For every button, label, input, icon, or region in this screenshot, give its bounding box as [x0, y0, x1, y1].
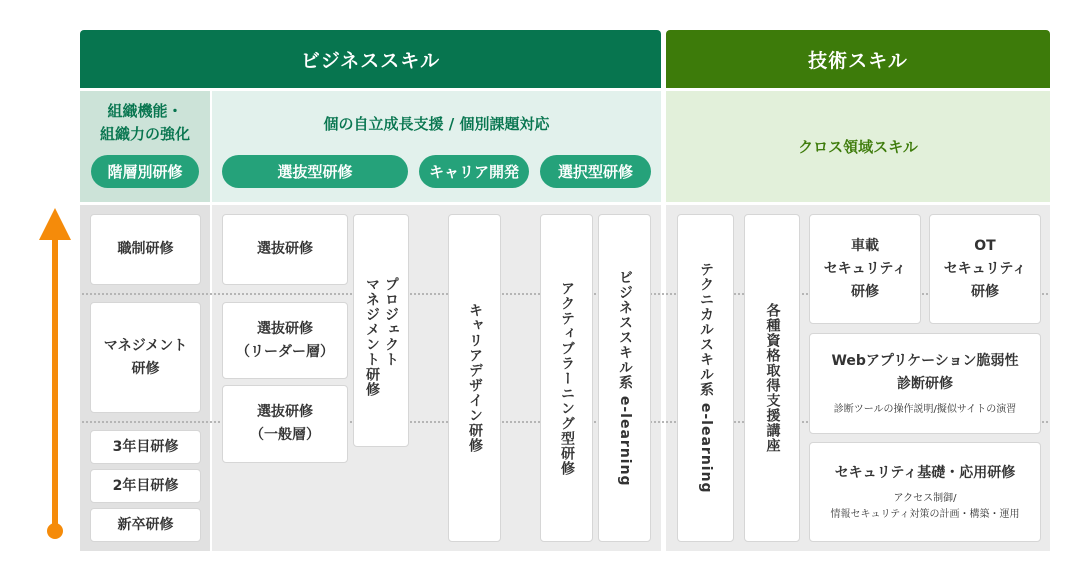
web-vulnerability-detail: 診断ツールの操作説明/擬似サイトの演習 [833, 403, 1017, 415]
vehicle-security-line3: 研修 [851, 283, 879, 300]
business-elearning-card [598, 214, 651, 542]
selection-training-label: 選抜研修 [257, 241, 313, 257]
active-learning-label: アクティブラーニング型研修 [559, 280, 575, 476]
technical-elearning-card [677, 214, 734, 542]
ot-security-line2: セキュリティ [943, 260, 1027, 277]
year3-training-label: 3年目研修 [112, 438, 179, 455]
project-management-line2: マネジメント研修 [364, 277, 380, 397]
project-management-line1: プロジェクト [383, 277, 399, 367]
title-training-card [90, 214, 201, 285]
web-vulnerability-line2: 診断研修 [897, 375, 953, 392]
year3-training-card [90, 430, 201, 464]
project-management-card [353, 214, 409, 447]
new-hire-training-label: 新卒研修 [117, 516, 174, 533]
technical-skills-header [666, 30, 1050, 88]
security-basics-card [809, 442, 1041, 542]
org-strength-line1: 組織機能・ [107, 102, 183, 120]
selection-general-line1: 選抜研修 [257, 404, 313, 420]
career-development-pill: キャリア開発 [419, 155, 529, 188]
vehicle-security-line1: 車載 [851, 237, 879, 254]
vehicle-security-card [809, 214, 921, 324]
vehicle-security-line2: セキュリティ [823, 260, 907, 277]
security-basics-detail2: 情報セキュリティ対策の計画・構築・運用 [830, 508, 1020, 520]
web-vulnerability-line1: Webアプリケーション脆弱性 [831, 352, 1019, 369]
technical-elearning-label: テクニカルスキル系 e-learning [698, 262, 714, 494]
management-training-line2: 研修 [131, 360, 160, 377]
selection-general-card [222, 385, 348, 463]
selection-general-line2: （一般層） [250, 427, 320, 443]
hierarchy-training-pill: 階層別研修 [91, 155, 199, 188]
ot-security-card [929, 214, 1041, 324]
cross-domain-section [666, 91, 1050, 202]
selection-leader-line2: （リーダー層） [236, 343, 334, 360]
management-training-card [90, 302, 201, 413]
year2-training-card [90, 469, 201, 503]
web-vulnerability-card [809, 333, 1041, 434]
title-training-label: 職制研修 [117, 241, 174, 257]
year2-training-label: 2年目研修 [112, 477, 179, 494]
business-skills-title: ビジネススキル [300, 49, 441, 72]
technical-skills-title: 技術スキル [808, 49, 908, 72]
business-skills-header [80, 30, 661, 88]
cross-domain-title: クロス領域スキル [798, 138, 918, 156]
selection-leader-line1: 選抜研修 [257, 320, 313, 337]
career-design-label: キャリアデザイン研修 [467, 303, 483, 453]
management-training-line1: マネジメント [103, 337, 188, 354]
individual-growth-title: 個の自立成長支援 / 個別課題対応 [323, 115, 550, 133]
security-basics-title: セキュリティ基礎・応用研修 [834, 464, 1016, 481]
security-basics-detail1: アクセス制御/ [893, 492, 957, 504]
selection-training-card [222, 214, 348, 285]
new-hire-training-card [90, 508, 201, 542]
ot-security-line1: OT [974, 237, 996, 254]
org-strength-line2: 組織力の強化 [99, 125, 190, 143]
certification-support-label: 各種資格取得支援講座 [764, 303, 781, 453]
active-learning-card [540, 214, 593, 542]
business-elearning-label: ビジネススキル系 e-learning [617, 269, 633, 487]
growth-arrow-icon [36, 208, 74, 548]
ot-security-line3: 研修 [971, 283, 999, 300]
career-design-card [448, 214, 501, 542]
elective-training-pill: 選択型研修 [540, 155, 651, 188]
selection-leader-card [222, 302, 348, 379]
certification-support-card [744, 214, 800, 542]
selection-training-pill: 選抜型研修 [222, 155, 408, 188]
